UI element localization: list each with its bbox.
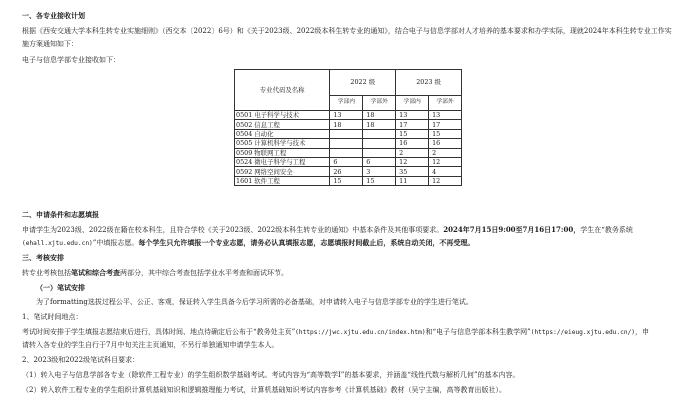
major-name: 0509 物联网工程 <box>235 148 330 157</box>
major-name: 0504 自动化 <box>235 129 330 138</box>
table-header-2023: 2023 级 <box>396 70 462 96</box>
table-row <box>235 129 462 138</box>
exam-subheading: （一）笔试安排 <box>36 283 85 292</box>
quota-cell <box>330 139 363 148</box>
quota-cell: 4 <box>429 167 462 176</box>
quota-cell: 17 <box>429 120 462 129</box>
quota-cell: 16 <box>429 139 462 148</box>
table-header-2022: 2022 级 <box>330 70 396 96</box>
quota-cell: 3 <box>363 167 396 176</box>
application-window: 2024年7月15日9:00至7月16日17:00， <box>443 225 581 234</box>
section1-para-line2: 施方案通知如下： <box>22 40 78 48</box>
table-row <box>235 167 462 176</box>
quota-cell: 15 <box>429 129 462 138</box>
major-name: 1601 软件工程 <box>235 176 330 185</box>
quota-cell: 18 <box>363 120 396 129</box>
quota-cell: 18 <box>330 120 363 129</box>
quota-cell: 12 <box>429 157 462 166</box>
jwc-link[interactable]: (https://jwc.xjtu.edu.cn/index.htm) <box>295 329 426 336</box>
section2-heading: 二、申请条件和志愿填报 <box>22 210 99 219</box>
quota-cell: 12 <box>429 176 462 185</box>
exam-time-line1 <box>22 328 649 337</box>
section3-intro <box>22 269 288 278</box>
quota-cell: 2 <box>429 148 462 157</box>
quota-cell: 11 <box>396 176 429 185</box>
section2-line1-normal: 申请学生为2023级、2022级在籍在校本科生，且符合学校《关于2023级、2022级本科生转专业的通知》中基本条件及其他事项要求。 <box>22 226 444 234</box>
application-notice: 每个学生只允许填报一个专业志愿，请务必认真填报志愿，志愿填报时间截止后，系统自动关闭，不再受理。 <box>138 238 475 247</box>
major-name: 0524 微电子科学与工程 <box>235 157 330 166</box>
section3-intro-bold: 笔试和综合考查 <box>71 268 120 277</box>
section1-heading: 一、各专业接收计划 <box>22 11 85 20</box>
table-row <box>235 176 462 185</box>
table-subheader: 学部内 <box>396 95 429 110</box>
major-name: 0501 电子科学与技术 <box>235 111 330 120</box>
exam-time-text: ，申 <box>635 328 650 336</box>
section3-intro-normal: 转专业考核包括 <box>22 269 71 277</box>
quota-cell: 15 <box>396 129 429 138</box>
quota-cell: 2 <box>396 148 429 157</box>
quota-cell <box>363 129 396 138</box>
exam-intro: 为了formatting选拔过程公平、公正、客观，保证转入学生具备今后学习所需的必备基础，对申请转入电子与信息学部专业的学生进行笔试。 <box>36 298 473 306</box>
quota-cell: 6 <box>330 157 363 166</box>
quota-cell: 6 <box>363 157 396 166</box>
table-row <box>235 111 462 120</box>
quota-cell <box>330 148 363 157</box>
table-row <box>235 157 462 166</box>
exam-time-text: 和“电子与信息学部本科生教学网” <box>425 328 531 336</box>
table-row <box>235 148 462 157</box>
section2-line2 <box>22 239 474 248</box>
section3-heading: 三、考核安排 <box>22 253 64 262</box>
table-header-major: 专业代码及名称 <box>235 70 330 111</box>
table-subheader: 学部外 <box>429 95 462 110</box>
exam-time-text: 考试时间安排于学生填报志愿结束后进行，具体时间、地点待确定后公布于“教务处主页” <box>22 328 296 336</box>
table-row <box>235 120 462 129</box>
exam-time-heading: 1、笔试时间地点： <box>22 313 83 321</box>
quota-cell: 15 <box>363 176 396 185</box>
quota-cell: 13 <box>429 111 462 120</box>
quota-cell: 18 <box>363 111 396 120</box>
quota-cell: 13 <box>396 111 429 120</box>
quota-cell: 15 <box>330 176 363 185</box>
exam-subject-1: （1）转入电子与信息学部各专业（除软件工程专业）的学生组织数学基础考试。考试内容为“高等数学I”的基本要求，并涵盖“线性代数与解析几何”的基本内容。 <box>22 371 520 379</box>
major-quota-table <box>234 69 462 186</box>
quota-cell: 17 <box>396 120 429 129</box>
section2-line1-tail: 学生在“教务系统 <box>580 226 633 234</box>
table-subheader: 学部内 <box>330 95 363 110</box>
section3-intro-tail: 两部分，其中综合考查包括学业水平考查和面试环节。 <box>120 269 288 277</box>
ehall-link[interactable]: (ehall.xjtu.edu.cn) <box>22 240 93 247</box>
major-name: 0592 网络空间安全 <box>235 167 330 176</box>
section1-para-line1: 根据《西安交通大学本科生转专业实施细则》（西交本〔2022〕6号）和《关于2023级、2022级本科生转专业的通知》，结合电子与信息学部对人才培养的基本要求和办学实际，现就2024年本科生转专业工作实 <box>22 27 672 35</box>
eieug-link[interactable]: (https://eieug.xjtu.edu.cn/) <box>530 329 636 336</box>
section2-line1 <box>22 226 633 235</box>
quota-cell <box>363 148 396 157</box>
quota-cell <box>330 129 363 138</box>
exam-time-line2: 请转入各专业的学生自行于7月中旬关注主页通知，不另行单独通知申请学生本人。 <box>22 341 279 349</box>
table-subheader: 学部外 <box>363 95 396 110</box>
major-name: 0502 信息工程 <box>235 120 330 129</box>
section2-line2-normal: ”中填报志愿。 <box>92 239 139 247</box>
plan-intro: 电子与信息学部专业接收如下： <box>22 56 120 64</box>
quota-cell: 12 <box>396 157 429 166</box>
major-name: 0505 计算机科学与技术 <box>235 139 330 148</box>
exam-subjects-heading: 2、2023级和2022级笔试科目要求： <box>22 356 140 364</box>
quota-cell <box>363 139 396 148</box>
quota-cell: 35 <box>396 167 429 176</box>
quota-cell: 13 <box>330 111 363 120</box>
exam-subject-2: （2）转入软件工程专业的学生组织计算机基础知识和逻辑推理能力考试，计算机基础知识考试内容参考《计算机基础》教材（吴宁主编，高等教育出版社）。 <box>22 386 506 394</box>
quota-cell: 26 <box>330 167 363 176</box>
quota-cell: 16 <box>396 139 429 148</box>
table-row <box>235 139 462 148</box>
